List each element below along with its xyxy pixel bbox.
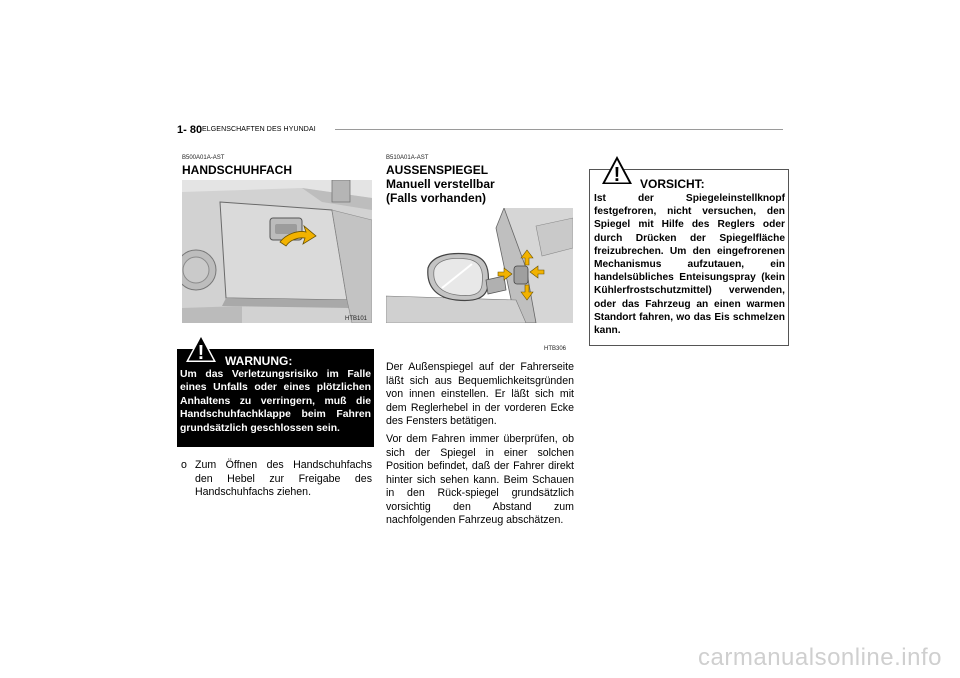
mirror-section-code: B510A01A-AST	[386, 155, 429, 161]
glovebox-figure-label: HTB101	[345, 316, 368, 322]
watermark: carmanualsonline.info	[698, 644, 942, 671]
warning-text: Um das Verletzungsrisiko im Falle eines Unfalls oder eines plötzlichen Anhaltens zu verringern, muß die Handschuhfachklappe beim Fahren grundsätzlich geschlossen sein.	[180, 369, 371, 434]
glovebox-figure	[182, 180, 372, 323]
caution-title: VORSICHT:	[640, 177, 705, 191]
mirror-heading: AUSSENSPIEGEL	[386, 163, 489, 177]
warning-title: WARNUNG:	[225, 354, 293, 368]
caution-text: Ist der Spiegeleinstellknopf festgefroren, nicht versuchen, den Spiegel mit Hilfe des Reglers oder durch Drücken der Spiegelfläche freizubrechen. Um den eingefrorenen Mechanismus aufzutauen, ein handelsübliches Enteisungspray (kein Kühlerfrostschutzmittel) verwenden, oder das Fahrzeug an einen warmen Standort fahren, wo das Eis schmelzen kann.	[594, 193, 785, 337]
caution-exclamation: !	[613, 164, 621, 185]
caution-box	[589, 169, 789, 346]
mirror-figure-label: HTB306	[544, 346, 567, 352]
header-rule	[335, 129, 783, 130]
bullet-marker: o	[181, 459, 187, 471]
mirror-paragraph-2: Vor dem Fahren immer überprüfen, ob sich der Spiegel in einer solchen Position befindet, daß der Fahrer direkt hinter sich sehen kann. Beim Schauen in den Rück-spiegel grundsätzlich vorsichtig den Abstand zum nachfolgenden Fahrzeug abschätzen.	[386, 433, 574, 526]
mirror-illustration	[386, 208, 573, 323]
glovebox-section-code: B500A01A-AST	[182, 155, 225, 161]
warning-exclamation: !	[197, 342, 205, 363]
mirror-subheading: Manuell verstellbar	[386, 177, 495, 191]
mirror-paragraph-1: Der Außenspiegel auf der Fahrerseite läßt sich aus Bequemlichkeitsgründen von innen einstellen. Er läßt sich mit dem Reglerhebel in der vorderen Ecke des Fensters betätigen.	[386, 361, 574, 427]
page-number: 1- 80	[177, 124, 203, 136]
mirror-figure	[386, 208, 573, 323]
warning-triangle-icon	[185, 333, 217, 363]
glovebox-heading: HANDSCHUHFACH	[182, 163, 292, 177]
glovebox-instruction: Zum Öffnen des Handschuhfachs den Hebel zur Freigabe des Handschuhfachs ziehen.	[195, 459, 372, 498]
glovebox-illustration	[182, 180, 372, 323]
warning-box	[177, 349, 374, 447]
mirror-availability: (Falls vorhanden)	[386, 191, 487, 205]
section-title: ELGENSCHAFTEN DES HYUNDAI	[202, 126, 316, 133]
caution-triangle-icon	[601, 155, 633, 185]
